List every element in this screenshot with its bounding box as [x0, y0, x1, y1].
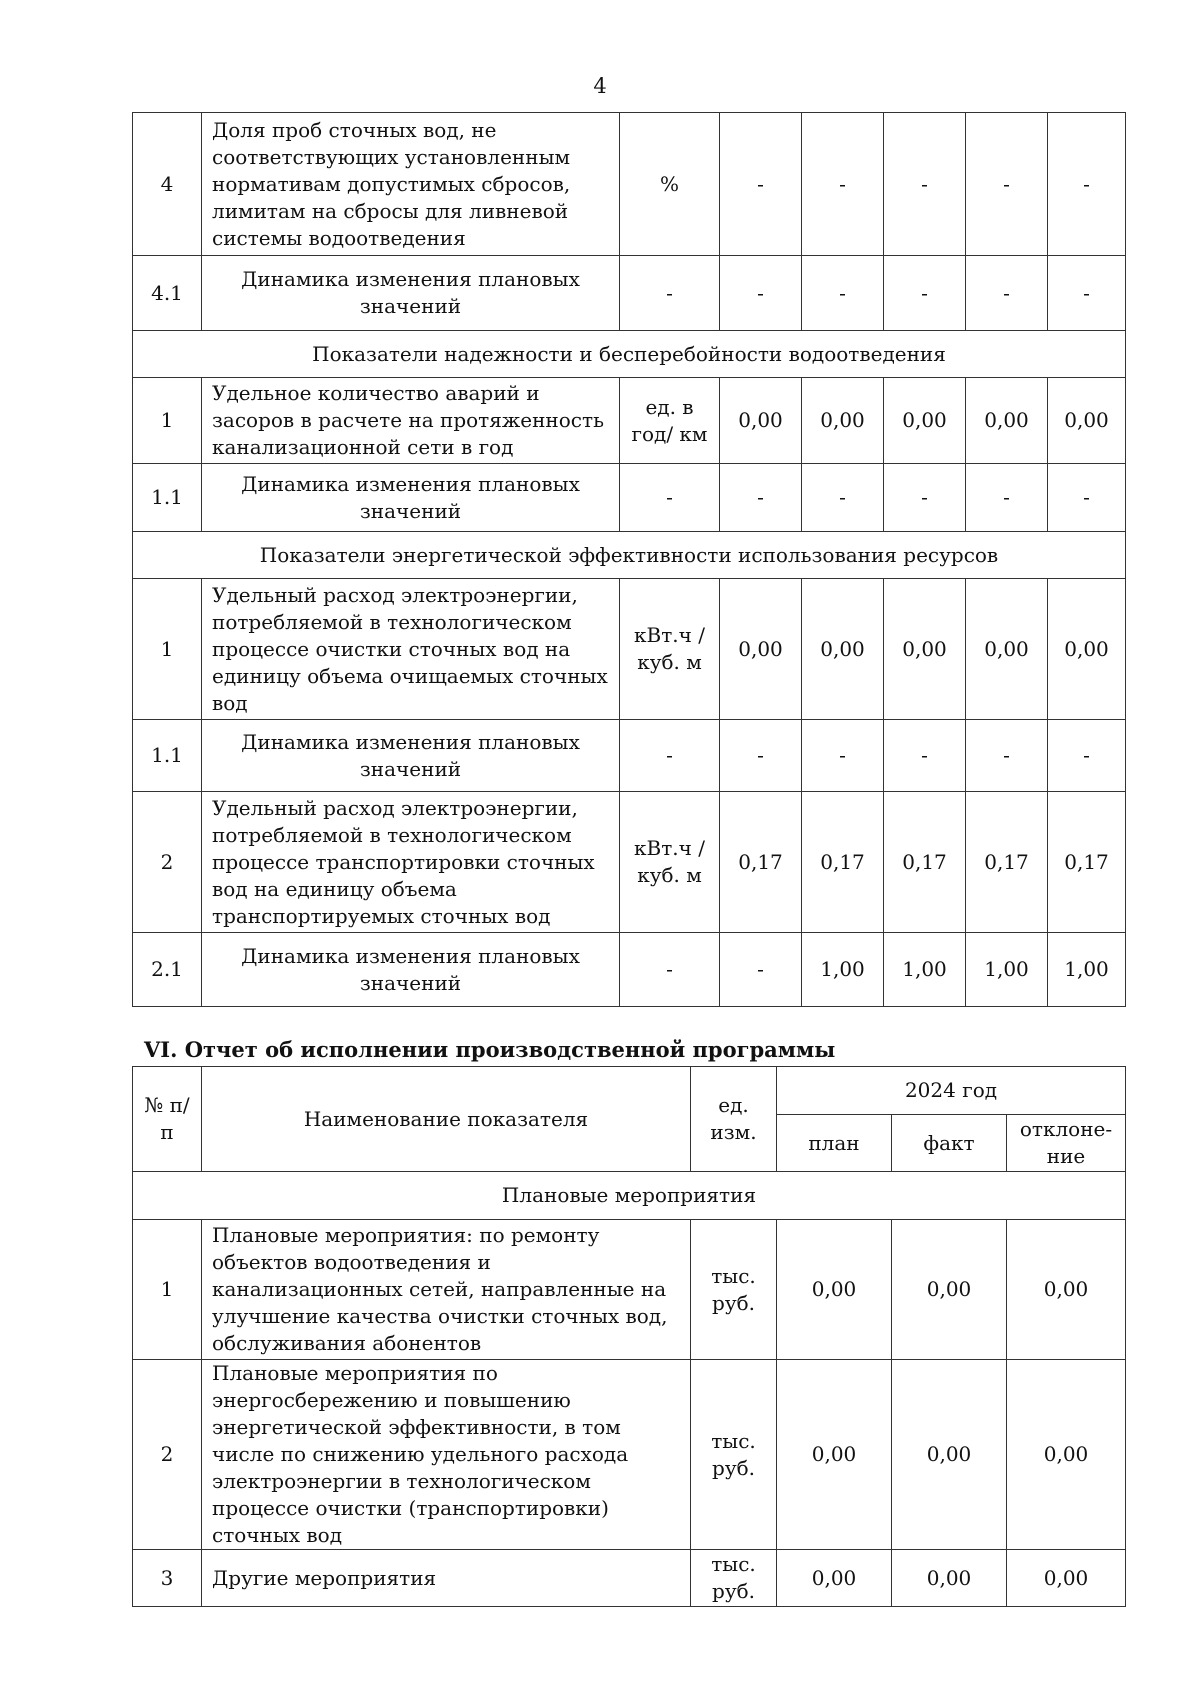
value-cell: -: [802, 720, 884, 792]
value-cell: 0,17: [884, 792, 966, 933]
header-num: № п/п: [133, 1067, 202, 1172]
fact-value: 0,00: [892, 1360, 1007, 1550]
value-cell: -: [1048, 256, 1126, 331]
row-number: 2.1: [133, 933, 202, 1007]
value-cell: 0,00: [966, 579, 1048, 720]
value-cell: -: [720, 256, 802, 331]
indicator-name: Удельный расход электроэнергии, потребляемой в технологическом процессе очистки сточных вод на единицу объема очищаемых сточных вод: [202, 579, 620, 720]
value-cell: 1,00: [884, 933, 966, 1007]
unit-cell: ед. в год/ км: [620, 378, 720, 464]
fact-value: 0,00: [892, 1220, 1007, 1360]
value-cell: 0,00: [884, 378, 966, 464]
row-number: 4.1: [133, 256, 202, 331]
plan-value: 0,00: [777, 1360, 892, 1550]
value-cell: -: [720, 464, 802, 532]
indicator-name: Удельное количество аварий и засоров в расчете на протяженность канализационной сети в год: [202, 378, 620, 464]
row-number: 1.1: [133, 720, 202, 792]
row-number: 1: [133, 579, 202, 720]
table-row: [133, 113, 1126, 256]
value-cell: 0,00: [720, 579, 802, 720]
table-row: [133, 933, 1126, 1007]
value-cell: -: [1048, 720, 1126, 792]
row-number: 1: [133, 378, 202, 464]
row-number: 3: [133, 1550, 202, 1607]
value-cell: -: [1048, 113, 1126, 256]
value-cell: 0,17: [1048, 792, 1126, 933]
deviation-value: 0,00: [1007, 1220, 1126, 1360]
measure-name: Другие мероприятия: [202, 1550, 691, 1607]
row-number: 1.1: [133, 464, 202, 532]
unit-cell: -: [620, 464, 720, 532]
header-unit: ед. изм.: [691, 1067, 777, 1172]
plan-value: 0,00: [777, 1220, 892, 1360]
program-report-table: [132, 1066, 1126, 1607]
unit-cell: -: [620, 933, 720, 1007]
value-cell: -: [884, 113, 966, 256]
value-cell: -: [720, 720, 802, 792]
value-cell: 0,00: [884, 579, 966, 720]
value-cell: -: [966, 720, 1048, 792]
header-plan: план: [777, 1115, 892, 1172]
table-row: [133, 1360, 1126, 1550]
value-cell: -: [720, 933, 802, 1007]
value-cell: -: [802, 256, 884, 331]
plan-value: 0,00: [777, 1550, 892, 1607]
value-cell: -: [966, 113, 1048, 256]
fact-value: 0,00: [892, 1550, 1007, 1607]
value-cell: -: [720, 113, 802, 256]
table-row: [133, 720, 1126, 792]
unit-cell: тыс. руб.: [691, 1220, 777, 1360]
value-cell: -: [802, 113, 884, 256]
section-title: Показатели надежности и бесперебойности водоотведения: [133, 331, 1126, 378]
measure-name: Плановые мероприятия: по ремонту объектов водоотведения и канализационных сетей, направленные на улучшение качества очистки сточных вод, обслуживания абонентов: [202, 1220, 691, 1360]
table-row: [133, 256, 1126, 331]
indicator-name: Динамика изменения плановых значений: [202, 464, 620, 532]
unit-cell: кВт.ч / куб. м: [620, 792, 720, 933]
value-cell: 1,00: [802, 933, 884, 1007]
indicator-name: Доля проб сточных вод, не соответствующих установленным нормативам допустимых сбросов, лимитам на сбросы для ливневой системы водоотведения: [202, 113, 620, 256]
value-cell: 1,00: [966, 933, 1048, 1007]
table-row: [133, 464, 1126, 532]
value-cell: -: [802, 464, 884, 532]
unit-cell: тыс. руб.: [691, 1360, 777, 1550]
header-fact: факт: [892, 1115, 1007, 1172]
unit-cell: %: [620, 113, 720, 256]
value-cell: -: [966, 256, 1048, 331]
row-number: 2: [133, 1360, 202, 1550]
table-header-row: [133, 1067, 1126, 1115]
unit-cell: -: [620, 720, 720, 792]
value-cell: 0,00: [966, 378, 1048, 464]
measure-name: Плановые мероприятия по энергосбережению и повышению энергетической эффективности, в том числе по снижению удельного расхода электроэнергии в технологическом процессе очистки (транспортировки) сточных вод: [202, 1360, 691, 1550]
value-cell: 0,17: [966, 792, 1048, 933]
section-row: [133, 1172, 1126, 1220]
header-deviation: отклоне-ние: [1007, 1115, 1126, 1172]
section-row: [133, 331, 1126, 378]
unit-cell: тыс. руб.: [691, 1550, 777, 1607]
indicators-table: [132, 112, 1126, 1007]
indicator-name: Динамика изменения плановых значений: [202, 720, 620, 792]
value-cell: 0,00: [1048, 579, 1126, 720]
section-row: [133, 532, 1126, 579]
value-cell: 0,17: [802, 792, 884, 933]
indicator-name: Динамика изменения плановых значений: [202, 933, 620, 1007]
deviation-value: 0,00: [1007, 1550, 1126, 1607]
table-row: [133, 579, 1126, 720]
table-row: [133, 1220, 1126, 1360]
header-name: Наименование показателя: [202, 1067, 691, 1172]
section-title: Показатели энергетической эффективности использования ресурсов: [133, 532, 1126, 579]
value-cell: 0,00: [1048, 378, 1126, 464]
unit-cell: -: [620, 256, 720, 331]
value-cell: -: [884, 256, 966, 331]
value-cell: 0,00: [802, 378, 884, 464]
indicator-name: Удельный расход электроэнергии, потребляемой в технологическом процессе транспортировки сточных вод на единицу объема транспортируемых сточных вод: [202, 792, 620, 933]
row-number: 4: [133, 113, 202, 256]
value-cell: 1,00: [1048, 933, 1126, 1007]
table-row: [133, 1550, 1126, 1607]
indicator-name: Динамика изменения плановых значений: [202, 256, 620, 331]
value-cell: -: [884, 464, 966, 532]
table-row: [133, 792, 1126, 933]
deviation-value: 0,00: [1007, 1360, 1126, 1550]
value-cell: -: [966, 464, 1048, 532]
section-title: Плановые мероприятия: [133, 1172, 1126, 1220]
value-cell: 0,17: [720, 792, 802, 933]
row-number: 1: [133, 1220, 202, 1360]
page-number: 4: [593, 74, 607, 98]
header-year: 2024 год: [777, 1067, 1126, 1115]
section-heading: VI. Отчет об исполнении производственной программы: [144, 1037, 836, 1062]
row-number: 2: [133, 792, 202, 933]
value-cell: -: [884, 720, 966, 792]
unit-cell: кВт.ч / куб. м: [620, 579, 720, 720]
table-row: [133, 378, 1126, 464]
value-cell: 0,00: [802, 579, 884, 720]
value-cell: -: [1048, 464, 1126, 532]
value-cell: 0,00: [720, 378, 802, 464]
